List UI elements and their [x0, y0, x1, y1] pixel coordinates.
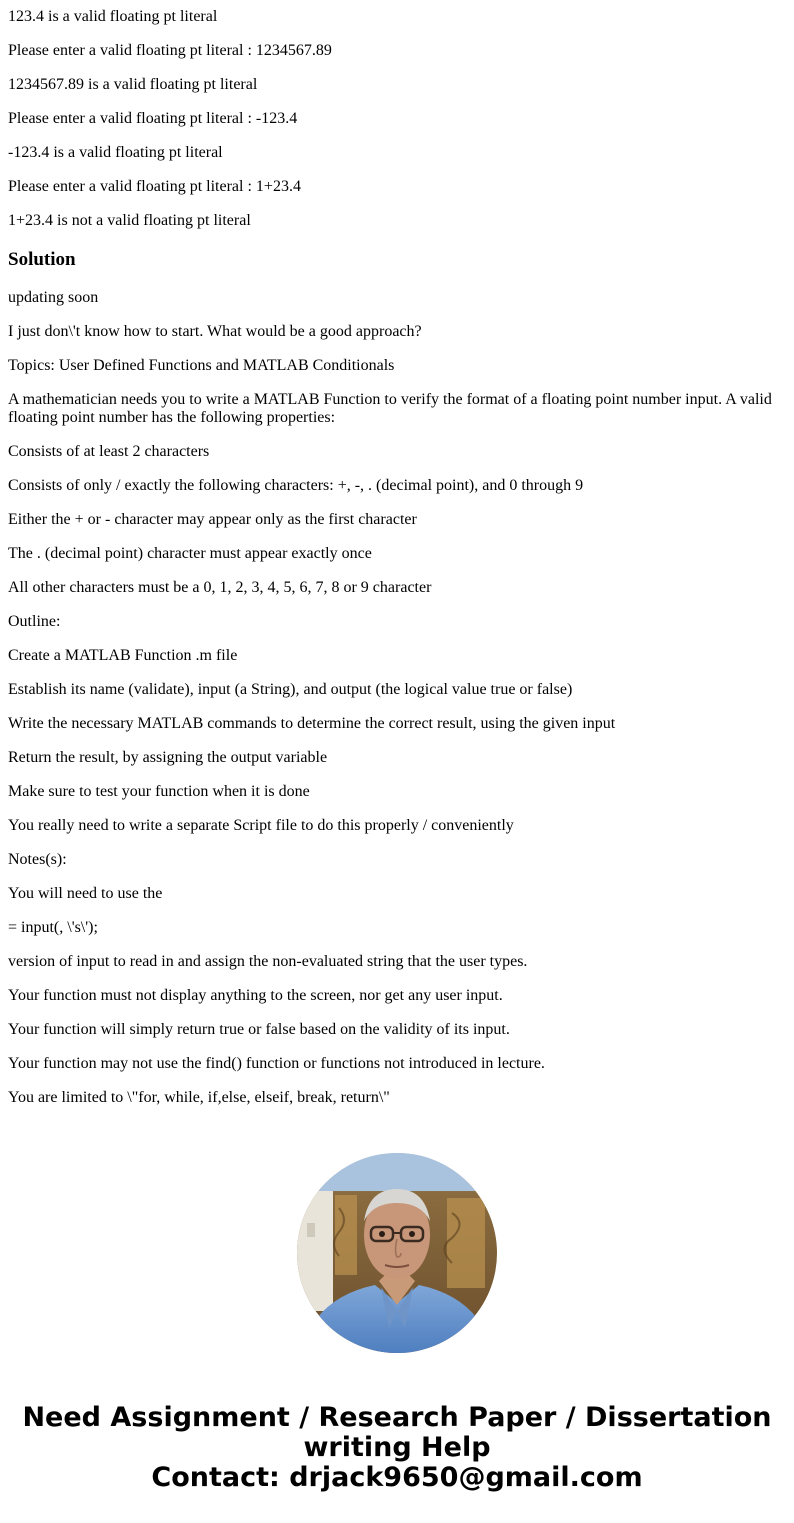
paragraph: Write the necessary MATLAB commands to determine the correct result, using the given input	[8, 715, 616, 732]
solution-heading: Solution	[8, 249, 76, 270]
paragraph: Make sure to test your function when it is done	[8, 783, 310, 800]
footer-line: Need Assignment / Research Paper / Dissertation	[22, 1402, 772, 1433]
paragraph: You will need to use the	[8, 885, 163, 902]
paragraph: You really need to write a separate Script file to do this properly / conveniently	[8, 817, 514, 834]
paragraph: Return the result, by assigning the output variable	[8, 749, 328, 766]
paragraph: Create a MATLAB Function .m file	[8, 647, 238, 664]
paragraph: Outline:	[8, 613, 61, 630]
paragraph: Consists of only / exactly the following characters: +, -, . (decimal point), and 0 through 9	[8, 477, 584, 494]
paragraph: Notes(s):	[8, 851, 67, 868]
paragraph: The . (decimal point) character must appear exactly once	[8, 545, 372, 562]
footer-contact: Contact: drjack9650@gmail.com	[151, 1462, 643, 1493]
output-line: 123.4 is a valid floating pt literal	[8, 8, 218, 25]
output-line: 1+23.4 is not a valid floating pt literal	[8, 212, 251, 229]
paragraph: Consists of at least 2 characters	[8, 443, 210, 460]
paragraph: A mathematician needs you to write a MATLAB Function to verify the format of a floating point number input. A valid floating point number has the following properties:	[8, 391, 772, 426]
paragraph: Your function must not display anything to the screen, nor get any user input.	[8, 987, 503, 1004]
output-line: -123.4 is a valid floating pt literal	[8, 144, 223, 161]
author-avatar	[297, 1153, 497, 1353]
output-line: Please enter a valid floating pt literal : -123.4	[8, 110, 298, 127]
paragraph: updating soon	[8, 289, 99, 306]
paragraph: Topics: User Defined Functions and MATLAB Conditionals	[8, 357, 395, 374]
paragraph: Your function will simply return true or false based on the validity of its input.	[8, 1021, 510, 1038]
footer-banner	[0, 1403, 794, 1493]
paragraph: I just don\'t know how to start. What would be a good approach?	[8, 323, 422, 340]
paragraph: You are limited to \"for, while, if,else, elseif, break, return\"	[8, 1089, 390, 1106]
paragraph: version of input to read in and assign the non-evaluated string that the user types.	[8, 953, 528, 970]
paragraph: = input(, \'s\');	[8, 919, 98, 936]
output-line: Please enter a valid floating pt literal : 1+23.4	[8, 178, 301, 195]
paragraph: Establish its name (validate), input (a String), and output (the logical value true or false)	[8, 681, 573, 698]
paragraph: Either the + or - character may appear only as the first character	[8, 511, 417, 528]
output-line: 1234567.89 is a valid floating pt literal	[8, 76, 258, 93]
output-line: Please enter a valid floating pt literal : 1234567.89	[8, 42, 332, 59]
footer-line: writing Help	[303, 1432, 491, 1463]
paragraph: All other characters must be a 0, 1, 2, 3, 4, 5, 6, 7, 8 or 9 character	[8, 579, 432, 596]
paragraph: Your function may not use the find() function or functions not introduced in lecture.	[8, 1055, 545, 1072]
